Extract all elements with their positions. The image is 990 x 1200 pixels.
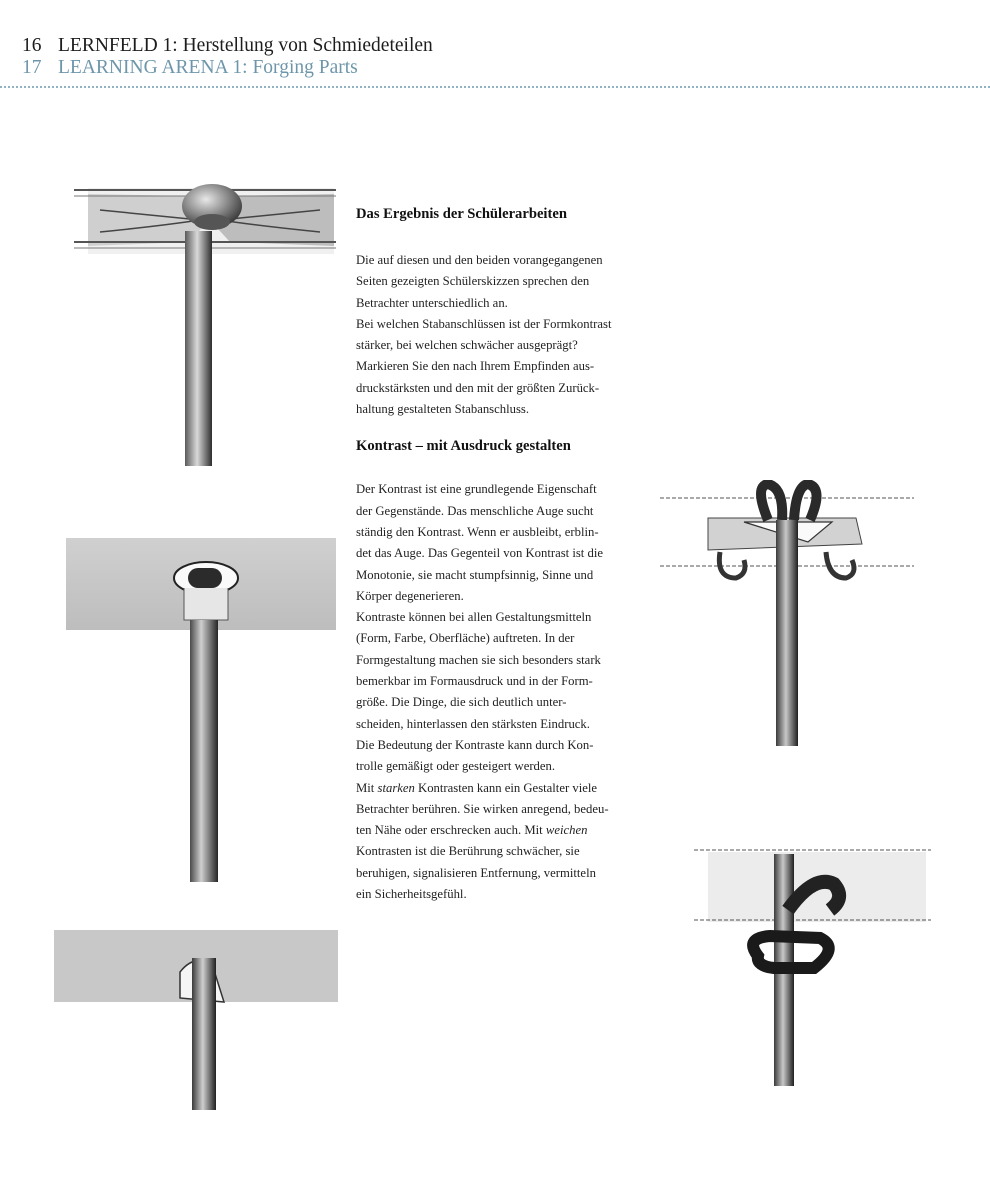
chapter-title-en: LEARNING ARENA 1: Forging Parts: [58, 57, 358, 78]
running-head-right: [22, 57, 358, 79]
page-number-right: 17: [22, 57, 42, 78]
running-head-left: [22, 35, 433, 57]
page-number-left: 16: [22, 35, 42, 56]
heading-contrast: Kontrast – mit Ausdruck gestalten: [356, 438, 571, 455]
article-text: [356, 204, 646, 905]
sketch-rod-collar-crossbars: [70, 176, 340, 471]
sketch-flat-bar-fold: [52, 928, 340, 1114]
dotted-rule: [0, 86, 990, 88]
paragraph-student-results: Die auf diesen und den beiden vorangegangenen Seiten gezeigten Schülerskizzen sprechen den Betrachter unterschiedlich an. Bei welchen Stabanschlüssen ist der Formkontrast stärker, bei welchen schwächer ausgeprägt? Markieren Sie den nach Ihrem Empfinden aus- druckstärksten und den mit der größten Zurück- haltung gestalteten Stabanschluss.: [356, 253, 612, 417]
chapter-title-de: LERNFELD 1: Herstellung von Schmiedeteilen: [58, 35, 433, 56]
heading-student-results: Das Ergebnis der Schülerarbeiten: [356, 206, 567, 222]
paragraph-contrast: Der Kontrast ist eine grundlegende Eigenschaft der Gegenstände. Das menschliche Auge sucht ständig den Kontrast. Wenn er ausbleibt, erblin- det das Auge. Das Gegenteil von Kontrast ist die Monotonie, sie macht stumpfsinnig, Sinne und Körper degenerieren. Kontraste können bei allen Gestaltungsmitteln (Form, Farbe, Oberfläche) auftreten. In der Formgestaltung machen sie sich besonders stark bemerkbar im Formausdruck und in der Form- größe. Die Dinge, die sich deutlich unter- scheiden, hinterlassen den stärksten Eindruck. Die Bedeutung der Kontraste kann durch Kon- trolle gemäßigt oder gesteigert werden. Mit starken Kontrasten kann ein Gestalter viele Betrachter berühren. Sie wirken anregend, bedeu- ten Nähe oder erschrecken auch. Mit weichen Kontrasten ist die Berührung schwächer, sie beruhigen, signalisieren Entfernung, vermitteln ein Sicherheitsgefühl.: [356, 482, 609, 902]
sketch-rod-double-scroll: [656, 480, 918, 750]
sketch-rod-hook-wrap: [690, 840, 935, 1090]
sketch-flat-bar-slot: [66, 536, 338, 886]
